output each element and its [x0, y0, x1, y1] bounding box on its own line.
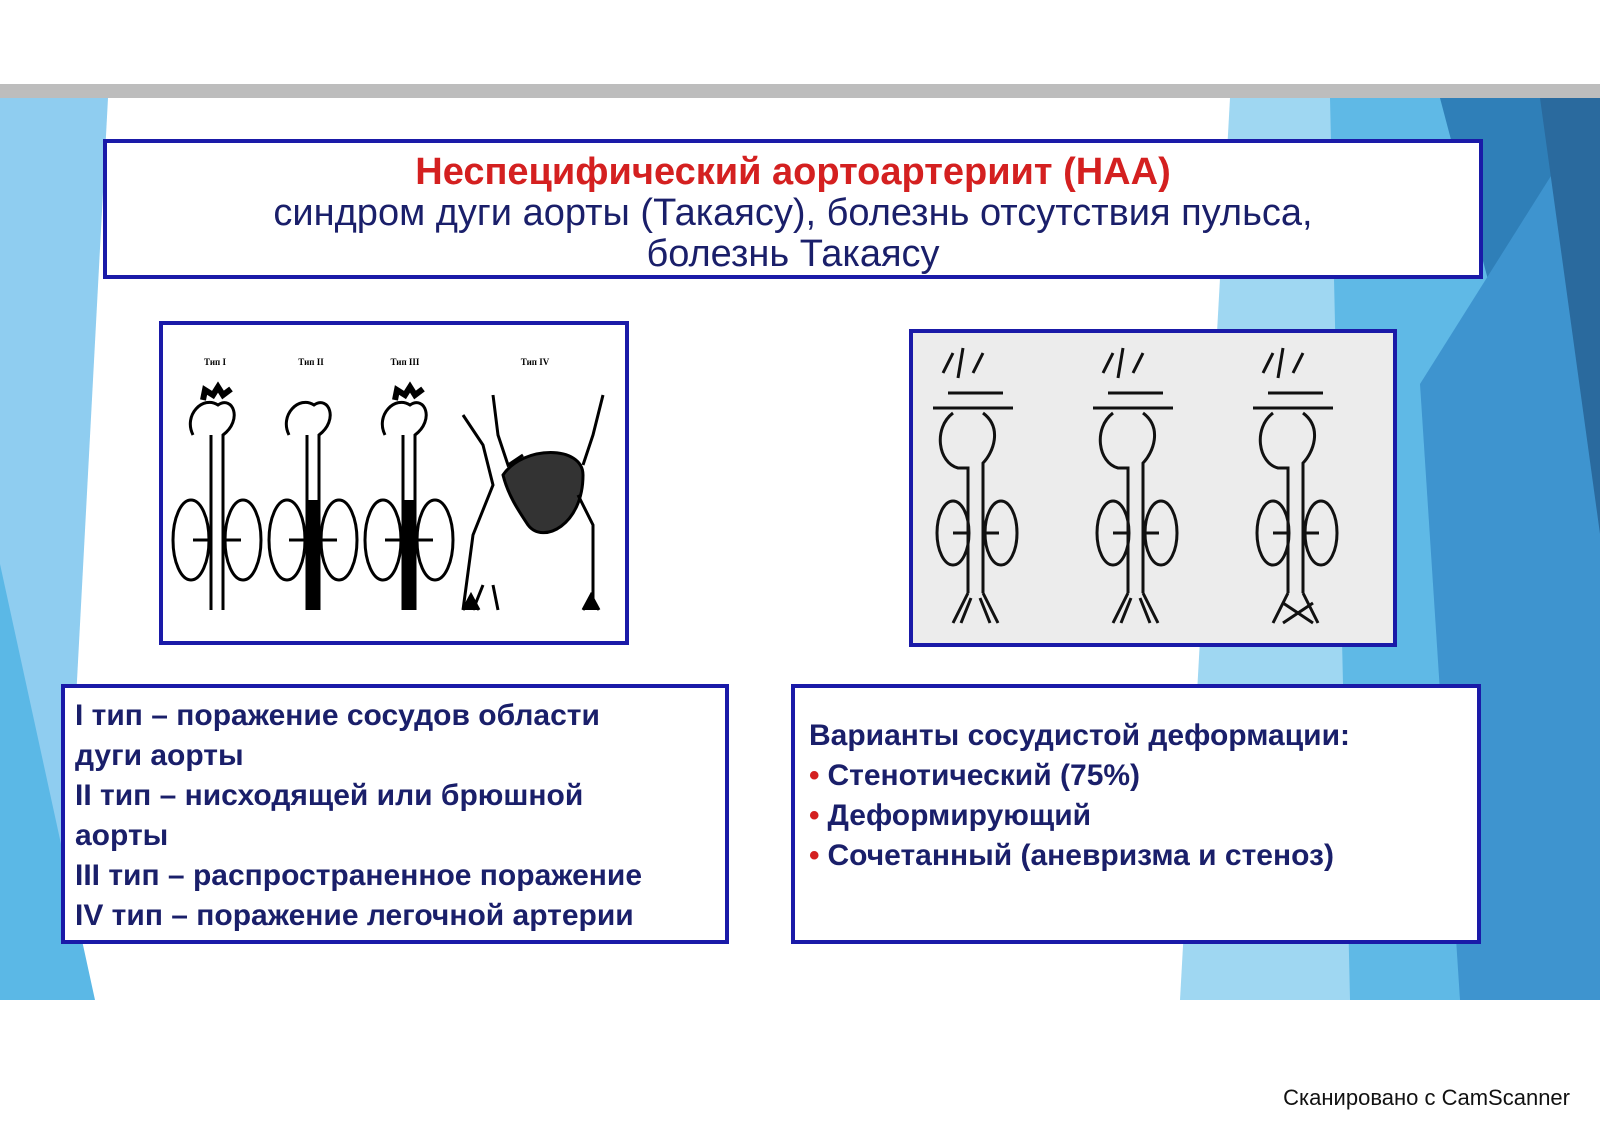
- variants-title: Варианты сосудистой деформации:: [809, 719, 1351, 752]
- variant-item-label: Сочетанный (аневризма и стеноз): [827, 839, 1334, 872]
- type-line-5: III тип – распространенное поражение: [75, 859, 643, 892]
- vessel-deformation-illustration: [913, 333, 1393, 643]
- label-type-3: Тип III: [390, 357, 420, 367]
- type-line-6: IV тип – поражение легочной артерии: [75, 899, 634, 932]
- variant-item-label: Деформирующий: [827, 799, 1092, 832]
- label-type-4: Тип IV: [520, 357, 550, 367]
- scanner-footer: Сканировано с CamScanner: [1283, 1085, 1570, 1110]
- bullet-icon: •: [809, 759, 820, 792]
- variants-box: [791, 684, 1481, 944]
- page-title: Неспецифический аортоартериит (НАА): [415, 151, 1171, 193]
- variant-item-2: [809, 796, 1467, 836]
- subtitle-line-2: болезнь Такаясу: [646, 233, 940, 275]
- bullet-icon: •: [809, 839, 820, 872]
- aortic-types-illustration: [163, 325, 625, 641]
- label-type-1: Тип I: [204, 357, 226, 367]
- type-line-2: дуги аорты: [75, 739, 244, 772]
- type-line-4: аорты: [75, 819, 169, 852]
- slide: [0, 84, 1600, 1000]
- subtitle-line-1: синдром дуги аорты (Такаясу), болезнь отсутствия пульса,: [273, 192, 1313, 234]
- title-box: [103, 139, 1483, 279]
- types-box: [61, 684, 729, 944]
- vessel-deformation-diagram: [909, 329, 1397, 647]
- type-line-3: II тип – нисходящей или брюшной: [75, 779, 584, 812]
- aortic-types-diagram: [159, 321, 629, 645]
- bullet-icon: •: [809, 799, 820, 832]
- variant-item-1: [809, 756, 1467, 796]
- type-line-1: I тип – поражение сосудов области: [75, 699, 600, 732]
- variant-item-label: Стенотический (75%): [827, 759, 1141, 792]
- label-type-2: Тип II: [298, 357, 324, 367]
- variant-item-3: [809, 836, 1467, 876]
